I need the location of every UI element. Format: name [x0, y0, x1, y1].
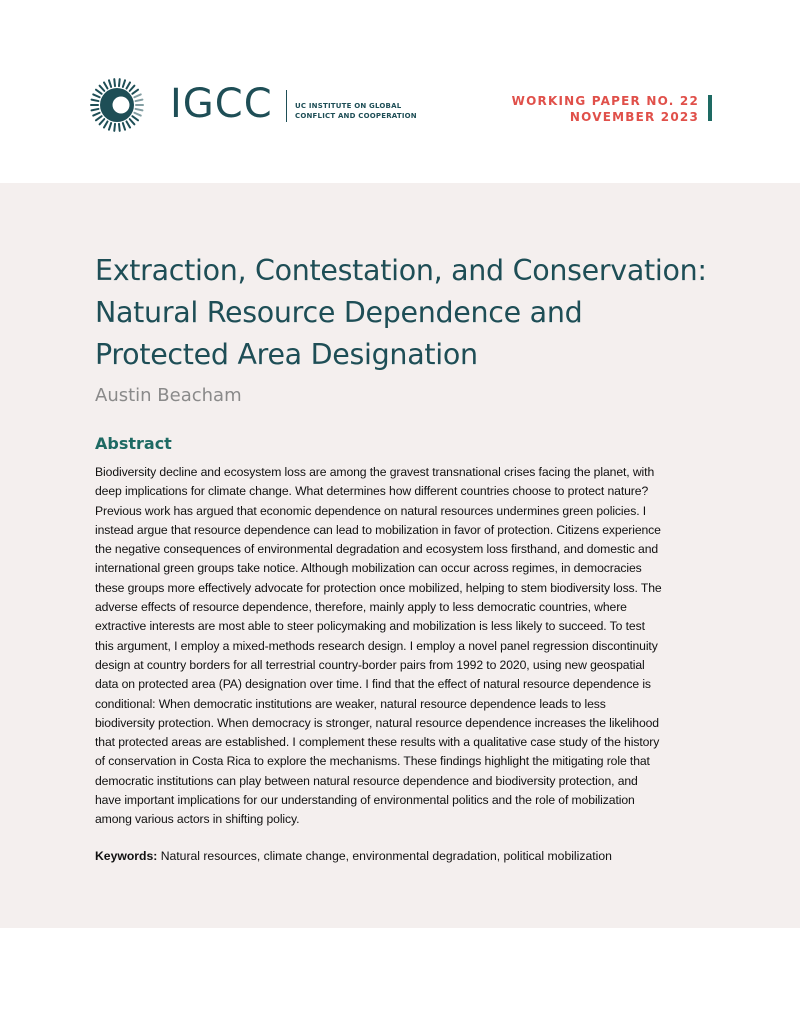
abstract-line: instead argue that resource dependence can lead to mobilization in favor of protection. Citizens experience [95, 522, 661, 537]
abstract-line: these groups more effectively advocate for protection once mobilized, helping to stem biodiversity loss. The [95, 580, 662, 595]
working-paper-number: WORKING PAPER NO. 22 [511, 94, 699, 108]
abstract-line: deep implications for climate change. What determines how different countries choose to protect nature? [95, 484, 649, 499]
logo-divider [286, 90, 287, 122]
logo-subtitle-line: UC INSTITUTE ON GLOBAL [295, 102, 402, 110]
igcc-logo [90, 78, 417, 132]
logo-ray [136, 109, 143, 110]
logo-ray [130, 119, 135, 124]
logo-wordmark: IGCC [170, 81, 273, 127]
abstract-line: of conservation in Costa Rica to explore the mechanisms. These findings highlight the mitigating role that [95, 754, 650, 769]
logo-ray [119, 124, 120, 131]
logo-ray [93, 113, 99, 116]
abstract-line: among various actors in shifting policy. [95, 812, 300, 827]
abstract-line: democratic institutions can play between natural resource dependence and biodiversity protection, and [95, 773, 638, 788]
logo-ray [119, 79, 120, 86]
abstract-body [95, 463, 715, 830]
logo-subtitle [295, 101, 417, 121]
abstract-line: Biodiversity decline and ecosystem loss are among the gravest transnational crises facing the planet, with [95, 465, 655, 479]
logo-ray [114, 124, 115, 131]
abstract-line: design at country borders for all terrestrial country-border pairs from 1992 to 2020, using new geospatial [95, 657, 645, 672]
logo-ray [104, 121, 108, 127]
title-line: Protected Area Designation [95, 338, 478, 371]
logo-ray [96, 116, 102, 120]
keywords-text: Natural resources, climate change, environmental degradation, political mobilization [157, 849, 612, 863]
working-paper-info [512, 93, 699, 125]
logo-ray [109, 80, 111, 87]
logo-ray [136, 100, 143, 101]
igcc-sunburst-icon [90, 78, 158, 132]
logo-ray [123, 123, 125, 130]
logo-ray [109, 123, 111, 130]
paper-title [95, 250, 735, 376]
page-header [0, 0, 800, 183]
abstract-line: this argument, I employ a mixed-methods research design. I employ a novel panel regression discontinuity [95, 638, 658, 653]
logo-ray [130, 86, 135, 91]
logo-ray [104, 82, 108, 88]
abstract-line: Previous work has argued that economic dependence on natural resources undermines green policies. I [95, 503, 647, 518]
logo-ray [93, 94, 99, 97]
keywords-label: Keywords: [95, 849, 158, 863]
keywords-line [95, 849, 612, 863]
logo-ray [96, 90, 102, 94]
logo-ray [134, 113, 140, 116]
logo-ray [134, 94, 140, 97]
title-line: Extraction, Contestation, and Conservation: [95, 254, 707, 287]
author-name: Austin Beacham [95, 385, 242, 406]
abstract-line: adverse effects of resource dependence, therefore, mainly apply to less democratic countries, where [95, 600, 627, 615]
logo-ray [92, 100, 99, 101]
logo-ray [132, 90, 138, 94]
abstract-line: the negative consequences of environmental degradation and ecosystem loss firsthand, and domestic and [95, 542, 659, 557]
logo-ray [100, 86, 105, 91]
logo-ray [127, 82, 131, 88]
abstract-line: data on protected area (PA) designation over time. I find that the effect of natural resource dependence is [95, 677, 651, 692]
abstract-line: international green groups take notice. Although mobilization can occur across regimes, in democracies [95, 561, 642, 576]
logo-ray [127, 121, 131, 127]
title-line: Natural Resource Dependence and [95, 296, 583, 329]
logo-ray [100, 119, 105, 124]
abstract-heading: Abstract [95, 434, 172, 453]
logo-subtitle-line: CONFLICT AND COOPERATION [295, 112, 417, 120]
logo-ray [92, 109, 99, 110]
abstract-line: extractive interests are most able to steer policymaking and mobilization is less likely to succeed. To test [95, 619, 645, 634]
abstract-line: biodiversity protection. When democracy is stronger, natural resource dependence increases the likelihood [95, 715, 659, 730]
logo-ray [132, 116, 138, 120]
accent-bar [708, 95, 712, 121]
abstract-line: have important implications for our understanding of environmental politics and the role of mobilization [95, 793, 635, 808]
abstract-line: conditional: When democratic institutions are weaker, natural resource dependence leads to less [95, 696, 606, 711]
abstract-line: that protected areas are established. I complement these results with a qualitative case study of the history [95, 735, 660, 750]
logo-ray [123, 80, 125, 87]
logo-ray [114, 79, 115, 86]
publication-date: NOVEMBER 2023 [569, 110, 699, 124]
